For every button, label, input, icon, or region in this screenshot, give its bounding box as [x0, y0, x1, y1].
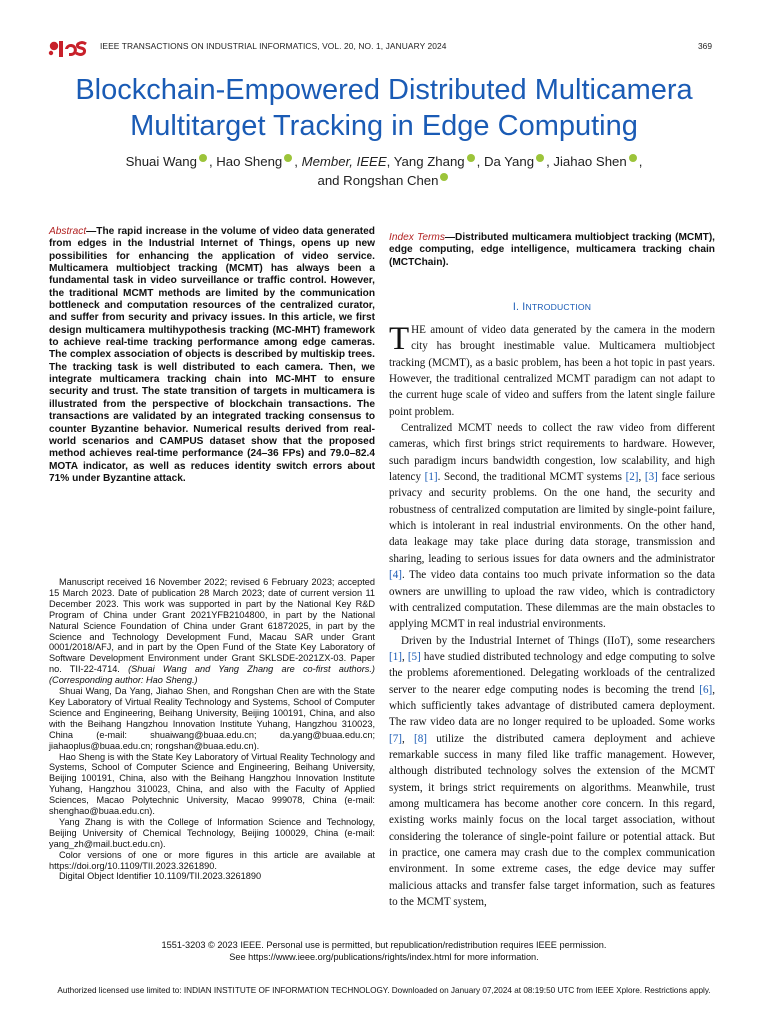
orcid-icon[interactable] — [467, 154, 475, 162]
license-footer: Authorized licensed use limited to: INDIAN INSTITUTE OF INFORMATION TECHNOLOGY. Downloaded on January 07,2024 at 08:19:50 UTC from IEEE Xplore. Restrictions apply. — [57, 986, 711, 995]
footnote — [49, 577, 375, 882]
footnote-paragraph: Shuai Wang, Da Yang, Jiahao Shen, and Rongshan Chen are with the State Key Laboratory of Virtual Reality Technology and Systems, School of Computer Science and Engineering, Beihang University, Beijing 100191, China, and also with the Beihang Hangzhou Innovation Institute Yuhang, Hangzhou 310023, China (e-mail: shuaiwang@buaa.edu.cn; da.yang@buaa.edu.cn; jiahaoplus@buaa.edu.cn; rongshan@buaa.edu.cn). — [49, 686, 375, 751]
drop-cap: T — [389, 321, 410, 357]
author-name: Hao Sheng — [216, 154, 283, 169]
copyright-line: 1551-3203 © 2023 IEEE. Personal use is permitted, but republication/redistribution requires IEEE permission. — [161, 940, 607, 950]
index-terms-label: Index Terms — [389, 232, 445, 243]
footnote-text: Manuscript received 16 November 2022; revised 6 February 2023; accepted 15 March 2023. Date of publication 28 March 2023; date of current version 11 December 2023. This work was supported in part by the National Key R&D Program of China under Grant 2021YFB2104800, in part by the National Natural Science Foundation of China under Grant 61872025, in part by the Science and Technology Development Fund, Macau SAR under Grant 0001/2018/AFJ, and in part by the Open Fund of the State Key Laboratory of Software Development Environment under Grant SKLSDE-2021ZX-03. Paper no. TII-22-4714. — [49, 577, 375, 675]
orcid-icon[interactable] — [629, 154, 637, 162]
orcid-icon[interactable] — [199, 154, 207, 162]
section-title-first: I — [522, 301, 526, 313]
index-terms — [389, 232, 715, 269]
abstract-label: Abstract — [49, 226, 87, 237]
citation-link[interactable]: [5] — [407, 650, 421, 663]
footnote-text-italic: (Shuai Wang and Yang Zhang are co-first authors.) (Corresponding author: Hao Sheng.) — [49, 664, 375, 686]
index-terms-text: —Distributed multicamera multiobject tracking (MCMT), edge computing, edge intelligence, multicamera tracking chain (MCTChain). — [389, 232, 716, 268]
author-separator: , — [476, 154, 484, 169]
author-name: Yang Zhang — [393, 154, 465, 169]
page-number: 369 — [698, 41, 712, 51]
author-name: Da Yang — [483, 154, 535, 169]
orcid-icon[interactable] — [440, 173, 448, 181]
paragraph — [389, 322, 715, 420]
footnote-paragraph: Color versions of one or more figures in this article are available at https://doi.org/10.1109/TII.2023.3261890. — [49, 849, 375, 871]
section-number: I. — [512, 301, 520, 313]
citation-link[interactable]: [1] — [389, 650, 402, 663]
paragraph-text: utilize the distributed camera deployment and achieve remarkable success in many filed like traffic management. However, although distributed technology solves the extension of the MCMT system, it brings strict requirements on algorithms. Meanwhile, trust among multicamera has become another core concern. In this regard, existing works mainly focus on the local target association, without considering the tolerance of single-point failure or potential attack. But in practice, one camera may crash due to the complex communication environment. In some extreme cases, the edge device may suffer malicious attacks and transfer false target information, such as features to the MCMT system, — [389, 732, 716, 909]
paragraph — [389, 633, 715, 911]
paragraph-text: , — [401, 732, 415, 745]
author-name: Shuai Wang — [125, 154, 197, 169]
footnote-paragraph — [49, 577, 375, 686]
citation-link[interactable]: [4] — [389, 569, 402, 582]
abstract — [49, 226, 375, 485]
footnote-paragraph: Hao Sheng is with the State Key Laboratory of Virtual Reality Technology and Systems, School of Computer Science and Engineering, Beihang University, Beijing 100191, China, also with the Beihang Hangzhou Innovation Institute Yuhang, Hangzhou 310023, China, and also with the Faculty of Applied Sciences, Macao Polytechnic University, Macao 999078, China (e-mail: shenghao@buaa.edu.cn). — [49, 751, 375, 817]
footnote-paragraph: Digital Object Identifier 10.1109/TII.2023.3261890 — [59, 871, 262, 882]
section-heading — [389, 301, 715, 313]
copyright-link-line[interactable]: See https://www.ieee.org/publications/rights/index.html for more information. — [229, 952, 539, 962]
citation-link[interactable]: [2] — [625, 471, 639, 484]
ies-logo — [48, 37, 88, 59]
body-text — [389, 322, 715, 910]
author-separator: , — [208, 154, 217, 169]
author-separator: , — [638, 154, 643, 169]
citation-link[interactable]: [7] — [389, 732, 402, 745]
citation-link[interactable]: [8] — [414, 732, 427, 745]
citation-link[interactable]: [6] — [699, 683, 713, 696]
running-header — [48, 39, 712, 55]
author-name-last: and Rongshan Chen — [317, 173, 439, 188]
author-name: Jiahao Shen — [553, 154, 627, 169]
paragraph-text: , which sufficiently takes advantage of distributed camera deployment. The raw video data are no longer required to be uploaded. Some works — [389, 683, 715, 729]
footnote-paragraph: Yang Zhang is with the College of Information Science and Technology, Beijing University of Chemical Technology, Beijing 100029, China (e-mail: yang_zh@mail.buct.edu.cn). — [49, 816, 375, 849]
author-separator: , — [546, 154, 554, 169]
citation-link[interactable]: [1] — [424, 471, 438, 484]
paragraph-text: , — [638, 471, 645, 484]
paragraph-text: . Second, the traditional MCMT systems — [437, 471, 626, 484]
paragraph-text: Centralized MCMT needs to collect the raw video from different cameras, which first brings strict requirements to hardware. However, such paradigm incurs bandwidth congestion, low scalability, and high latency — [389, 422, 715, 484]
orcid-icon[interactable] — [284, 154, 292, 162]
citation-link[interactable]: [3] — [644, 471, 658, 484]
paragraph-text: face serious privacy and security problems. On the one hand, the security and robustness of centralized computation are limited by single-point failure, which is intolerant in real industrial environments. On the other hand, data leakage may take place during data storage, transmission and sharing, leading to serious issues for data owners and the administrator — [389, 471, 715, 565]
paragraph-text: . The video data contains too much private information so the data owners are unwilling to upload the raw video, which is contradictory with centralized computation. These dilemmas are the main obstacles to applying MCMT in real industrial environments. — [389, 569, 715, 631]
section-title-rest: NTRODUCTION — [525, 302, 592, 312]
paragraph — [389, 420, 715, 632]
member-title: Member, IEEE — [301, 154, 387, 169]
author-list: Shuai Wang , Hao Sheng , Member, IEEE, Yang Zhang , Da Yang , Jiahao Shen , and Rongshan Chen — [125, 154, 643, 188]
orcid-icon[interactable] — [536, 154, 544, 162]
paragraph-text: , — [401, 650, 408, 663]
paragraph-text: have studied distributed technology and edge computing to solve the problems aforementioned. Delegating workloads of the centralized server to the nearer edge computing nodes is becoming the trend — [389, 650, 715, 696]
paper-title: Blockchain-Empowered Distributed Multicamera Multitarget Tracking in Edge Computing — [75, 74, 693, 142]
journal-name: IEEE TRANSACTIONS ON INDUSTRIAL INFORMATICS, VOL. 20, NO. 1, JANUARY 2024 — [100, 41, 447, 51]
copyright-notice — [40, 939, 728, 963]
paragraph-text: Driven by the Industrial Internet of Things (IIoT), some researchers — [401, 634, 715, 647]
paragraph-text: HE amount of video data generated by the camera in the modern city has brought inestimable value. Multicamera multiobject tracking (MCMT), as a basic problem, has been a hot topic in past years. However, the traditional centralized MCMT paradigm can not adapt to the current huge scale of video and suffers from the latent single failure point problem. — [389, 324, 715, 418]
abstract-text: —The rapid increase in the volume of video data generated from edges in the Industrial Internet of Things, opens up new possibilities for enhancing the application of video service. Multicamera multiobject tracking (MCMT) has always been a fundamental task in video surveillance or traffic control. However, the traditional MCMT methods are limited by the communication bottleneck and computation resources of the centralized curator, and suffer from security and privacy issues. In this article, we first design multicamera multihypothesis tracking (MC-MHT) framework to achieve real-time tracking performance among edge cameras. The complex association of objects is described by multiskip trees. The tracking task is well distributed to each camera. Then, we integrate multicamera tracking chain into MC-MHT to ensure security and trust. The state transition of targets in multicamera is illustrated from the perspective of blockchain transactions. The transactions are validated by an integrated tracking consensus to counter Byzantine behavior. Numerical results derived from real-world scenarios and CAMPUS dataset show that the proposed method achieves real-time performance (24–36 FPs) and 79.0–82.4 MOTA indicator, as well as reduces identity switch errors about 71% under Byzantine attack. — [49, 226, 375, 484]
